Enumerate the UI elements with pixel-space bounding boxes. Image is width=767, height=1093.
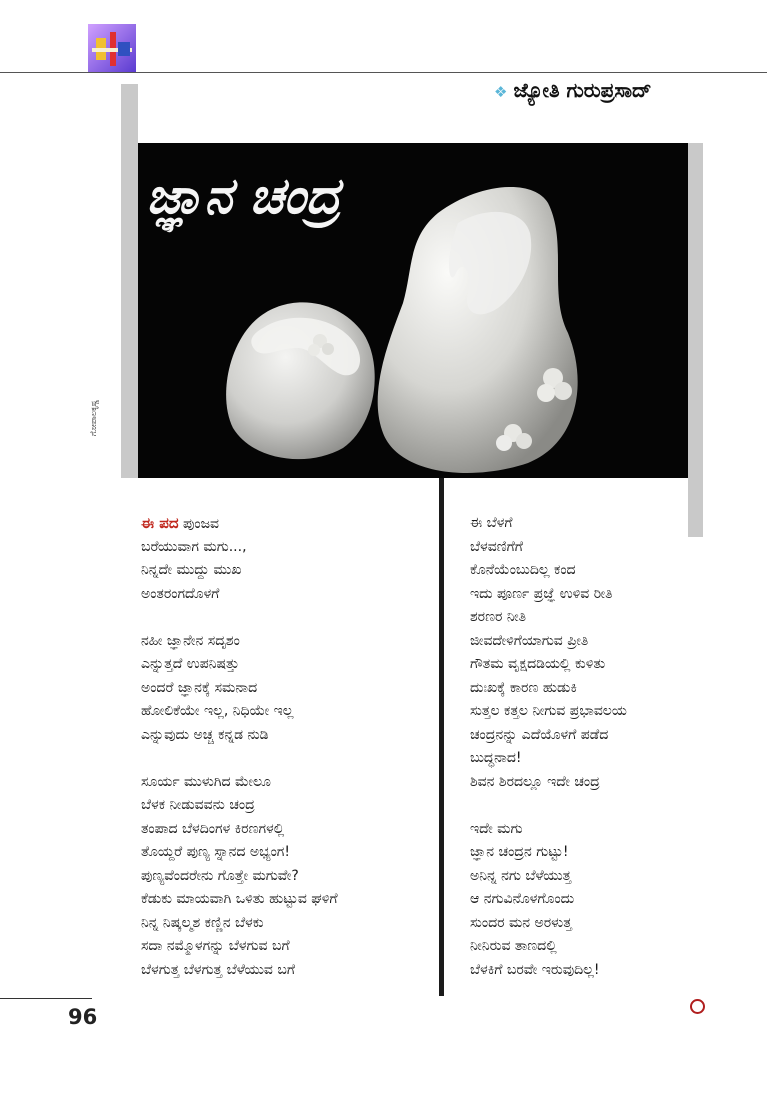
poem-line: ಅಂದರೆ ಜ್ಞಾನಕ್ಕೆ ಸಮನಾದ — [141, 679, 258, 696]
title-photo — [138, 143, 688, 478]
poem-line: ಜೀವದೇಳಿಗೆಯಾಗುವ ಪ್ರೀತಿ — [470, 632, 589, 649]
poem-line: ಎನ್ನುವುದು ಅಚ್ಚ ಕನ್ನಡ ನುಡಿ — [141, 726, 269, 743]
poem-line: ತಂಪಾದ ಬೆಳದಿಂಗಳ ಕಿರಣಗಳಲ್ಲಿ — [141, 820, 285, 837]
page-number: 96 — [68, 1005, 98, 1029]
poem-line: ದುಃಖಕ್ಕೆ ಕಾರಣ ಹುಡುಕಿ — [470, 679, 577, 696]
diamond-icon: ❖ — [494, 83, 508, 101]
poem-line: ಹೋಲಿಕೆಯೇ ಇಲ್ಲ, ನಿಧಿಯೇ ಇಲ್ಲ — [141, 703, 294, 719]
stanza-break — [141, 747, 431, 771]
magazine-logo — [88, 24, 136, 72]
gray-accent-bar-right — [688, 143, 703, 537]
poem-line: ಪುಣ್ಯವೆಂದರೇನು ಗೊತ್ತೇ ಮಗುವೇ? — [141, 867, 299, 884]
header-rule — [0, 72, 767, 73]
poem-first-line — [141, 512, 431, 536]
poem-line: ಶರಣರ ನೀತಿ — [470, 609, 527, 625]
circle-ornament-icon — [690, 999, 705, 1014]
poem-line: ಬೆಳವಣಿಗೆಗೆ — [470, 538, 523, 555]
title-text: ಜ್ಞಾನ ಚಂದ್ರ — [146, 167, 341, 225]
poem-line: ಜ್ಞಾನ ಚಂದ್ರನ ಗುಟ್ಟು! — [470, 844, 569, 860]
author-name: ಜ್ಯೋತಿ ಗುರುಪ್ರಸಾದ್ — [513, 78, 652, 102]
poem-line: ನಿನ್ನ ನಿಷ್ಕಲ್ಮಶ ಕಣ್ಣಿನ ಬೆಳಕು — [141, 914, 264, 931]
poem-line: ಬೆಳಗುತ್ತ ಬೆಳಗುತ್ತ ಬೆಳೆಯುವ ಬಗೆ — [141, 961, 295, 978]
poem-line: ನಹೀ ಜ್ಞಾನೇನ ಸದೃಶಂ — [141, 632, 240, 649]
poem-line: ಕೆಡುಕು ಮಾಯವಾಗಿ ಒಳಿತು ಹುಟ್ಟುವ ಘಳಿಗೆ — [141, 891, 338, 907]
poem-line: ಇದು ಪೂರ್ಣ ಪ್ರಜ್ಞೆ ಉಳಿವ ರೀತಿ — [470, 585, 613, 602]
photo-credit-text: ಗೋಪಾಲಕೃಷ್ಣ — [89, 399, 98, 437]
gray-accent-bar-left — [121, 84, 138, 478]
poem-line: ಈ ಬೆಳಗೆ — [470, 515, 513, 531]
poem-line: ಚಂದ್ರನನ್ನು ಎದೆಯೊಳಗೆ ಪಡೆದ — [470, 726, 609, 743]
poem-line: ನಿನ್ನದೇ ಮುದ್ದು ಮುಖ — [141, 562, 242, 578]
column-divider — [439, 478, 444, 996]
poem-line: ಸದಾ ನಮ್ಮೊಳಗನ್ನು ಬೆಳಗುವ ಬಗೆ — [141, 938, 290, 954]
poem-line: ಆ ನಗುವಿನೊಳಗೊಂದು — [470, 891, 575, 907]
poem-column-1 — [141, 512, 431, 982]
poem-line: ಶಿವನ ಶಿರದಲ್ಲೂ ಇದೇ ಚಂದ್ರ — [470, 773, 600, 790]
poem-line: ಸೂರ್ಯ ಮುಳುಗಿದ ಮೇಲೂ — [141, 773, 271, 790]
footer-rule — [0, 998, 92, 999]
poem-line: ಬೆಳಕಿಗೆ ಬರವೇ ಇರುವುದಿಲ್ಲ! — [470, 961, 600, 978]
poem-line: ಕೊನೆಯೆಂಬುದಿಲ್ಲ ಕಂದ — [470, 562, 576, 578]
poem-first-line-rest: ಪುಂಜವ — [183, 516, 220, 532]
author-byline — [494, 78, 651, 102]
stanza-break — [470, 794, 740, 818]
poem-line: ಸುತ್ತಲ ಕತ್ತಲ ನೀಗುವ ಪ್ರಭಾವಲಯ — [470, 703, 627, 719]
poem-line: ಇದೇ ಮಗು — [470, 820, 523, 837]
poem-line: ಬೆಳಕ ನೀಡುವವನು ಚಂದ್ರ — [141, 797, 255, 813]
poem-line: ನೀನಿರುವ ತಾಣದಲ್ಲಿ — [470, 938, 557, 954]
poem-line: ತೊಯ್ದರೆ ಪುಣ್ಯ ಸ್ನಾನದ ಅಭ್ಯಂಗ! — [141, 844, 290, 860]
poem-column-2 — [470, 512, 740, 982]
poem-line: ಸುಂದರ ಮನ ಅರಳುತ್ತ — [470, 914, 572, 931]
poem-line: ಎನ್ನುತ್ತದೆ ಉಪನಿಷತ್ತು — [141, 656, 240, 672]
poem-line: ಬುದ್ಧನಾದ! — [470, 750, 522, 766]
poem-line: ಅಂತರಂಗದೊಳಗೆ — [141, 585, 220, 602]
poem-line: ಗೌತಮ ವೃಕ್ಷದಡಿಯಲ್ಲಿ ಕುಳಿತು — [470, 656, 606, 672]
poem-first-words: ಈ ಪದ — [141, 514, 179, 532]
poem-line: ಬರೆಯುವಾಗ ಮಗು..., — [141, 538, 247, 555]
poem-line: ಅನಿನ್ನ ನಗು ಬೆಳೆಯುತ್ತ — [470, 867, 572, 884]
sculpture-illustration — [138, 143, 688, 478]
photo-credit — [86, 378, 102, 458]
stanza-break — [141, 606, 431, 630]
